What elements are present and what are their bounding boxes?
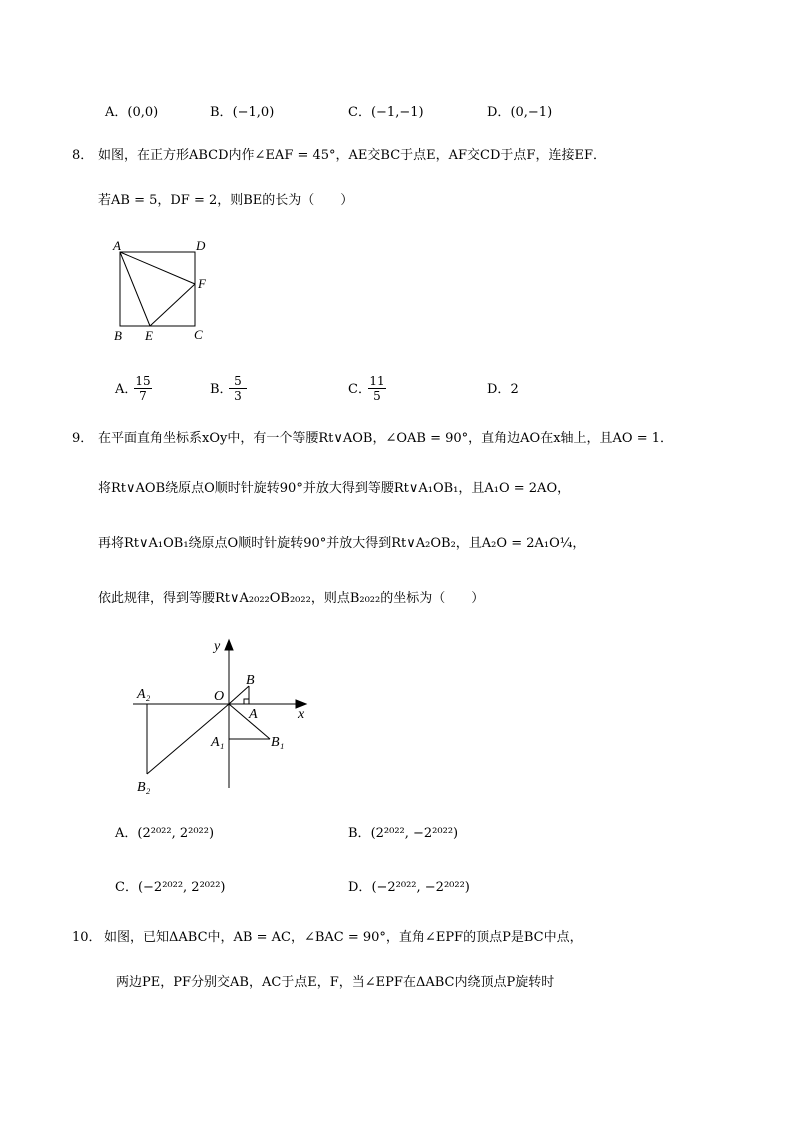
q8-option-a-letter: A． — [115, 382, 138, 397]
q9-option-d: D．(−2²⁰²², −2²⁰²²) — [348, 880, 470, 895]
q8-option-d: D．2 — [487, 382, 519, 397]
y-axis-arrow — [225, 640, 233, 650]
q8-option-b-fraction: $\frac{5}{3}$ — [229, 374, 247, 403]
label-e: E — [145, 328, 153, 343]
q9-stem-line4: 依此规律，得到等腰Rt∨A₂₀₂₂OB₂₀₂₂，则点B₂₀₂₂的坐标为（ ） — [98, 591, 485, 606]
q10-stem-line2: 两边PE，PF分别交AB，AC于点E，F，当∠EPF在ΔABC内绕顶点P旋转时 — [116, 975, 555, 990]
q8-stem-line1: 如图，在正方形ABCD内作∠EAF = 45°，AE交BC于点E，AF交CD于点F，连接EF． — [98, 148, 606, 163]
label-a1: A₁ — [211, 735, 225, 750]
q7-option-c: C．(−1,−1) — [348, 105, 424, 120]
label-f: F — [198, 276, 206, 291]
q9-option-a: A．(2²⁰²², 2²⁰²²) — [115, 826, 215, 841]
q10-number: 10． — [72, 930, 102, 945]
segment-ob — [229, 686, 249, 704]
q9-option-b: B．(2²⁰²², −2²⁰²²) — [348, 826, 459, 841]
q8-option-b-letter: B． — [210, 382, 233, 397]
q10-stem-line1: 如图，已知ΔABC中，AB = AC，∠BAC = 90°，直角∠EPF的顶点P是BC中点， — [104, 930, 583, 945]
label-b: B — [114, 328, 122, 343]
q9-stem-line2: 将Rt∨AOB绕原点O顺时针旋转90°并放大得到等腰Rt∨A₁OB₁，且A₁O = 2AO， — [98, 481, 571, 496]
label-b1: B₁ — [271, 735, 285, 750]
label-y: y — [214, 639, 221, 654]
label-x: x — [298, 707, 305, 722]
q8-number: 8． — [72, 148, 94, 163]
label-b2: B₂ — [137, 780, 151, 795]
q8-stem-line2: 若AB = 5，DF = 2，则BE的长为（ ） — [98, 193, 354, 208]
q7-option-b: B．(−1,0) — [210, 105, 275, 120]
label-d: D — [196, 238, 206, 253]
label-a2: A₂ — [137, 687, 151, 702]
q8-option-a-fraction: $\frac{15}{7}$ — [135, 374, 151, 403]
label-b: B — [246, 673, 255, 688]
q8-option-c-fraction: $\frac{11}{5}$ — [369, 374, 385, 403]
label-o: O — [214, 689, 225, 704]
q9-stem-line3: 再将Rt∨A₁OB₁绕原点O顺时针旋转90°并放大得到Rt∨A₂OB₂，且A₂O = 2A₁O¼， — [98, 536, 586, 551]
q8-option-c-letter: C． — [348, 382, 371, 397]
q9-number: 9． — [72, 431, 94, 446]
q7-option-a: A．(0,0) — [105, 105, 159, 120]
q7-option-d: D．(0,−1) — [487, 105, 553, 120]
q9-option-c: C．(−2²⁰²², 2²⁰²²) — [115, 880, 226, 895]
label-c: C — [194, 327, 203, 342]
label-a: A — [113, 238, 121, 253]
label-a: A — [249, 707, 258, 722]
q9-stem-line1: 在平面直角坐标系xOy中，有一个等腰Rt∨AOB，∠OAB = 90°，直角边AO在x轴上，且AO = 1． — [98, 431, 674, 446]
right-angle-a — [244, 699, 249, 704]
